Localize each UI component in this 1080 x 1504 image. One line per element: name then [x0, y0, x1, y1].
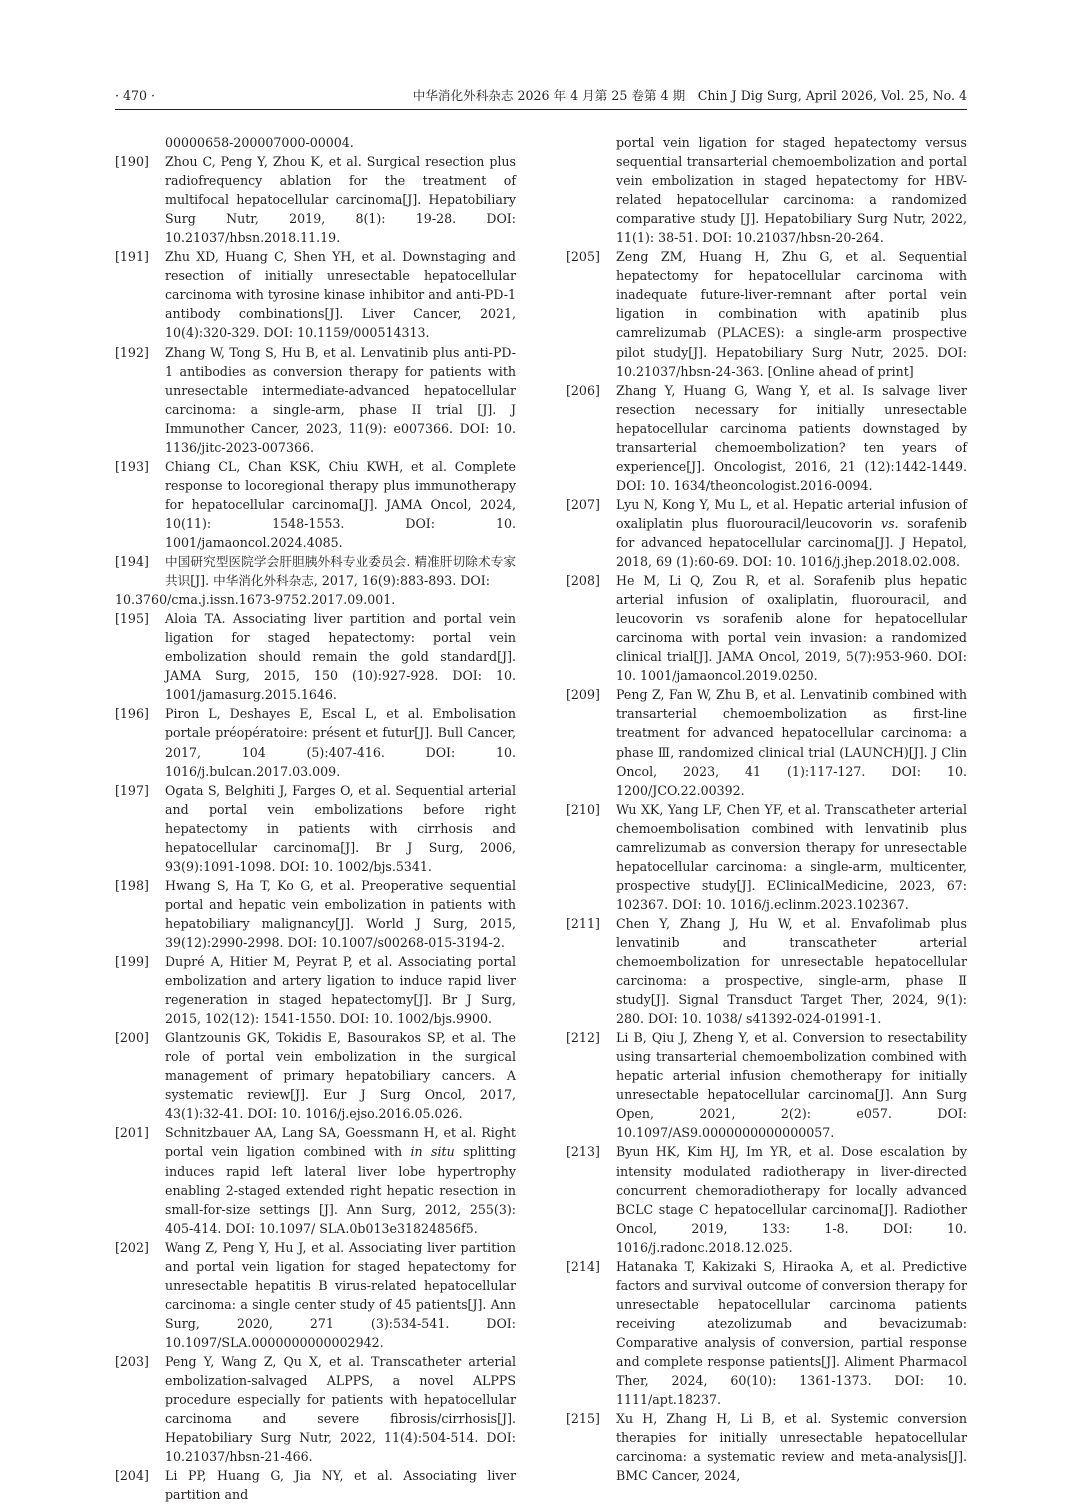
reference-text — [165, 1123, 516, 1237]
reference-text: Zhang W, Tong S, Hu B, et al. Lenvatinib plus anti-PD-1 antibodies as conversion therapy for patients with unresectable intermediate-advanced hepatocellular carcinoma: a single-arm, phase II trial [J]. J Immunother Cancer, 2023, 11(9): e007366. DOI: 10. 1136/jitc-2023-007366. — [165, 344, 516, 455]
reference-number: [197] — [115, 782, 149, 798]
reference-text: Hatanaka T, Kakizaki S, Hiraoka A, et al. Predictive factors and survival outcome of conversion therapy for unresectable hepatocellular carcinoma patients receiving atezolizumab and bevacizumab: Comparative analysis of conversion, partial response and complete response patients[J]. Aliment Pharmacol Ther, 2024, 60(10): 1361-1373. DOI: 10. 1111/apt.18237. — [616, 1258, 967, 1408]
reference-number: [204] — [115, 1468, 149, 1484]
reference-entry — [566, 685, 967, 799]
reference-entry — [115, 552, 516, 590]
reference-entry — [566, 1257, 967, 1409]
reference-number: [199] — [115, 954, 149, 970]
reference-text: He M, Li Q, Zou R, et al. Sorafenib plus hepatic arterial infusion of oxaliplatin, fluorouracil, and leucovorin vs sorafenib alone for hepatocellular carcinoma with portal vein invasion: a randomized clinical trial[J]. JAMA Oncol, 2019, 5(7):953-960. DOI: 10. 1001/jamaoncol.2019.0250. — [616, 573, 967, 684]
reference-text-italic: vs — [881, 515, 895, 531]
reference-number: [198] — [115, 877, 149, 893]
reference-text: Zhang Y, Huang G, Wang Y, et al. Is salvage liver resection necessary for initially unresectable hepatocellular carcinoma patients downstaged by transarterial chemoembolization? ten years of experience[J]. Oncologist, 2016, 21 (12):1442-1449. DOI: 10. 1634/theoncologist.2016-0094. — [616, 382, 967, 493]
reference-number: [196] — [115, 706, 149, 722]
reference-text: Glantzounis GK, Tokidis E, Basourakos SP, et al. The role of portal vein embolization in the surgical management of primary hepatobiliary cancers. A systematic review[J]. Eur J Surg Oncol, 2017, 43(1):32-41. DOI: 10. 1016/j.ejso.2016.05.026. — [165, 1030, 516, 1122]
page-header — [115, 86, 967, 106]
reference-text-part: . sorafenib for advanced hepatocellular carcinoma[J]. J Hepatol, 2018, 69 (1):60-69. DOI: 10. 1016/j.jhep.2018.02.008. — [616, 515, 967, 570]
reference-text: Xu H, Zhang H, Li B, et al. Systemic conversion therapies for initially unresectable hepatocellular carcinoma: a systematic review and meta-analysis[J]. BMC Cancer, 2024, — [616, 1411, 967, 1484]
reference-text-part: splitting induces rapid left lateral liver lobe hypertrophy enabling 2-staged extended right hepatic resection in small-for-size settings [J]. Ann Surg, 2012, 255(3): 405-414. DOI: 10.1097/ SLA.0b013e31824856f5. — [165, 1144, 516, 1236]
reference-doi-overhang: 10.3760/cma.j.issn.1673-9752.2017.09.001. — [115, 592, 396, 608]
reference-number: [214] — [566, 1258, 600, 1274]
reference-number: [202] — [115, 1239, 149, 1255]
reference-entry — [566, 495, 967, 571]
reference-number: [201] — [115, 1125, 149, 1141]
reference-text: Zeng ZM, Huang H, Zhu G, et al. Sequential hepatectomy for hepatocellular carcinoma with inadequate future-liver-remnant after portal vein ligation in combination with apatinib plus camrelizumab (PLACES): a single-arm prospective pilot study[J]. Hepatobiliary Surg Nutr, 2025. DOI: 10.21037/hbsn-24-363. [Online ahead of print] — [616, 249, 967, 379]
reference-number: [205] — [566, 249, 600, 265]
reference-entry — [566, 914, 967, 1028]
reference-number: [190] — [115, 154, 149, 170]
reference-text: Chiang CL, Chan KSK, Chiu KWH, et al. Complete response to locoregional therapy plus immunotherapy for hepatocellular carcinoma[J]. JAMA Oncol, 2024, 10(11): 1548-1553. DOI: 10. 1001/jamaoncol.2024.4085. — [165, 458, 516, 550]
reference-text: Chen Y, Zhang J, Hu W, et al. Envafolimab plus lenvatinib and transcatheter arterial chemoembolization for unresectable hepatocellular carcinoma: a prospective, single-arm, phase Ⅱ study[J]. Signal Transduct Target Ther, 2024, 9(1): 280. DOI: 10. 1038/ s41392-024-01991-1. — [616, 915, 967, 1027]
reference-text-part: Schnitzbauer AA, Lang SA, Goessmann H, et al. Right portal vein ligation combined with — [165, 1125, 516, 1160]
reference-text — [616, 495, 967, 571]
reference-text-italic: in situ — [410, 1144, 455, 1160]
reference-number: [191] — [115, 249, 149, 265]
reference-text-part: Lyu N, Kong Y, Mu L, et al. Hepatic arterial infusion of oxaliplatin plus fluorouracil/leucovorin — [616, 496, 967, 531]
page-number: · 470 · — [115, 88, 156, 103]
reference-entry — [115, 1466, 516, 1504]
reference-number: [200] — [115, 1030, 149, 1046]
reference-number: [203] — [115, 1354, 149, 1369]
reference-number: [193] — [115, 458, 149, 474]
reference-number: [209] — [566, 687, 600, 703]
reference-text: Li PP, Huang G, Jia NY, et al. Associating liver partition and — [165, 1468, 516, 1503]
reference-entry — [115, 1123, 516, 1237]
reference-list-left-column — [115, 133, 516, 1504]
reference-text: Dupré A, Hitier M, Peyrat P, et al. Associating portal embolization and artery ligation to induce rapid liver regeneration in staged hepatectomy[J]. Br J Surg, 2015, 102(12): 1541-1550. DOI: 10. 1002/bjs.9900. — [165, 954, 516, 1027]
reference-number: [212] — [566, 1030, 600, 1046]
reference-number: [210] — [566, 801, 600, 817]
reference-entry — [115, 952, 516, 1028]
reference-entry — [566, 1142, 967, 1256]
reference-text: Peng Z, Fan W, Zhu B, et al. Lenvatinib combined with transarterial chemoembolization as first-line treatment for advanced hepatocellular carcinoma: a phase Ⅲ, randomized clinical trial (LAUNCH)[J]. J Clin Oncol, 2023, 41 (1):117-127. DOI: 10. 1200/JCO.22.00392. — [616, 687, 967, 798]
reference-text: Wu XK, Yang LF, Chen YF, et al. Transcatheter arterial chemoembolisation combined with lenvatinib plus camrelizumab as conversion therapy for unresectable hepatocellular carcinoma: a single-arm, multicenter, prospective study[J]. EClinicalMedicine, 2023, 67: 102367. DOI: 10. 1016/j.eclinm.2023.102367. — [616, 801, 967, 912]
reference-entry — [115, 152, 516, 247]
reference-entry — [115, 1238, 516, 1352]
reference-text: Piron L, Deshayes E, Escal L, et al. Embolisation portale préopératoire: présent et futur[J]. Bull Cancer, 2017, 104 (5):407-416. DOI: 10. 1016/j.bulcan.2017.03.009. — [165, 706, 516, 779]
reference-continuation: 00000658-200007000-00004. — [165, 135, 354, 150]
reference-text: Zhu XD, Huang C, Shen YH, et al. Downstaging and resection of initially unresectable hepatocellular carcinoma with tyrosine kinase inhibitor and anti-PD-1 antibody combinations[J]. Liver Cancer, 2021, 10(4):320-329. DOI: 10.1159/000514313. — [165, 249, 516, 341]
reference-entry — [566, 1409, 967, 1485]
reference-number: [213] — [566, 1144, 600, 1160]
reference-entry — [115, 704, 516, 780]
reference-text: Zhou C, Peng Y, Zhou K, et al. Surgical resection plus radiofrequency ablation for the treatment of multifocal hepatocellular carcinoma[J]. Hepatobiliary Surg Nutr, 2019, 8(1): 19-28. DOI: 10.21037/hbsn.2018.11.19. — [165, 154, 516, 246]
reference-continuation: portal vein ligation for staged hepatectomy versus sequential transarterial chemoembolization and portal vein embolization in staged hepatectomy for HBV-related hepatocellular carcinoma: a randomized comparative study [J]. Hepatobiliary Surg Nutr, 2022, 11(1): 38-51. DOI: 10.21037/hbsn-20-264. — [616, 135, 967, 246]
reference-text: Wang Z, Peng Y, Hu J, et al. Associating liver partition and portal vein ligation for staged hepatectomy for unresectable hepatitis B virus-related hepatocellular carcinoma: a single center study of 45 patients[J]. Ann Surg, 2020, 271 (3):534-541. DOI: 10.1097/SLA.0000000000002942. — [165, 1239, 516, 1350]
reference-text: Byun HK, Kim HJ, Im YR, et al. Dose escalation by intensity modulated radiotherapy in liver-directed concurrent chemoradiotherapy for locally advanced BCLC stage C hepatocellular carcinoma[J]. Radiother Oncol, 2019, 133: 1-8. DOI: 10. 1016/j.radonc.2018.12.025. — [616, 1144, 967, 1255]
reference-number: [215] — [566, 1411, 600, 1427]
reference-number: [207] — [566, 496, 600, 512]
reference-text: Ogata S, Belghiti J, Farges O, et al. Sequential arterial and portal vein embolizations before right hepatectomy in patients with cirrhosis and hepatocellular carcinoma[J]. Br J Surg, 2006, 93(9):1091-1098. DOI: 10. 1002/bjs.5341. — [165, 782, 516, 874]
reference-entry — [115, 781, 516, 876]
reference-entry — [115, 876, 516, 952]
reference-text: 中国研究型医院学会肝胆胰外科专业委员会. 精准肝切除术专家共识[J]. 中华消化外科杂志, 2017, 16(9):883-893. DOI: — [165, 554, 516, 589]
reference-number: [208] — [566, 573, 600, 589]
reference-entry — [115, 1352, 516, 1466]
reference-entry — [566, 571, 967, 685]
journal-citation-line: 中华消化外科杂志 2026 年 4 月第 25 卷第 4 期 Chin J Dig Surg, April 2026, Vol. 25, No. 4 — [412, 88, 967, 103]
reference-number: [211] — [566, 915, 600, 931]
reference-number: [206] — [566, 382, 600, 398]
reference-number: [194] — [115, 554, 149, 570]
reference-entry — [566, 247, 967, 380]
reference-entry — [566, 1028, 967, 1142]
reference-entry — [115, 1028, 516, 1123]
reference-number: [195] — [115, 611, 149, 627]
reference-entry — [115, 609, 516, 704]
reference-list-right-column — [566, 133, 967, 1485]
reference-entry — [115, 457, 516, 552]
reference-entry — [566, 800, 967, 914]
reference-text: Aloia TA. Associating liver partition and portal vein ligation for staged hepatectomy: portal vein embolization should remain the gold standard[J]. JAMA Surg, 2015, 150 (10):927-928. DOI: 10. 1001/jamasurg.2015.1646. — [165, 611, 516, 703]
reference-entry — [115, 247, 516, 342]
reference-text: Hwang S, Ha T, Ko G, et al. Preoperative sequential portal and hepatic vein embolization in patients with hepatobiliary malignancy[J]. World J Surg, 2015, 39(12):2990-2998. DOI: 10.1007/s00268-015-3194-2. — [165, 877, 516, 950]
reference-number: [192] — [115, 344, 149, 360]
reference-text: Li B, Qiu J, Zheng Y, et al. Conversion to resectability using transarterial chemoembolization combined with hepatic arterial infusion chemotherapy for initially unresectable hepatocellular carcinoma[J]. Ann Surg Open, 2021, 2(2): e057. DOI: 10.1097/AS9.0000000000000057. — [616, 1030, 967, 1141]
reference-text: Peng Y, Wang Z, Qu X, et al. Transcatheter arterial embolization-salvaged ALPPS, a novel ALPPS procedure especially for patients with hepatocellular carcinoma and severe fibrosis/cirrhosis[J]. Hepatobiliary Surg Nutr, 2022, 11(4):504-514. DOI: 10.21037/hbsn-21-466. — [165, 1354, 516, 1465]
header-rule — [115, 109, 967, 110]
reference-entry — [115, 343, 516, 457]
reference-entry — [566, 381, 967, 495]
